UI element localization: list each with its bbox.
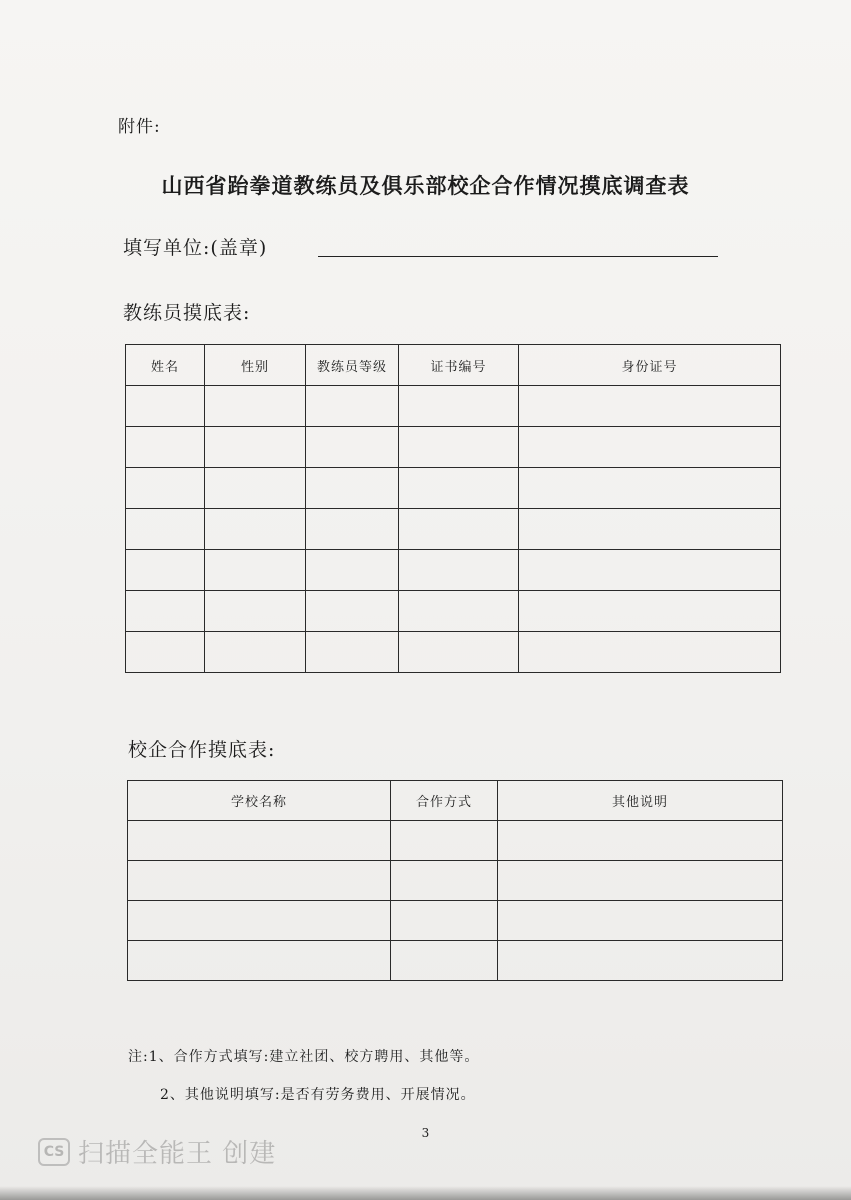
table-cell[interactable] [126,509,205,550]
table-cell[interactable] [128,821,391,861]
table-cell[interactable] [128,941,391,981]
table-cell[interactable] [399,386,519,427]
table-cell[interactable] [126,550,205,591]
table-cell[interactable] [205,386,306,427]
coach-section-label: 教练员摸底表: [123,302,251,324]
document-title: 山西省跆拳道教练员及俱乐部校企合作情况摸底调查表 [161,173,690,198]
coach-header-gender: 性别 [205,345,306,386]
table-cell[interactable] [128,861,391,901]
attachment-label: 附件: [118,117,161,137]
coop-table-row [128,941,783,981]
coop-header-coop-method: 合作方式 [391,781,498,821]
coach-table-row [126,509,781,550]
fill-unit-label: 填写单位:(盖章) [123,237,268,259]
coach-table [125,344,781,673]
coop-table-header-row [128,781,783,821]
table-cell[interactable] [205,509,306,550]
coop-table-row [128,861,783,901]
table-cell[interactable] [498,821,783,861]
coop-table-row [128,901,783,941]
note-line-1: 注:1、合作方式填写:建立社团、校方聘用、其他等。 [128,1049,480,1065]
coach-table-row [126,386,781,427]
coach-table-row [126,550,781,591]
table-cell[interactable] [519,468,781,509]
coach-header-id-number: 身份证号 [519,345,781,386]
table-cell[interactable] [519,632,781,673]
coop-header-other-notes: 其他说明 [498,781,783,821]
coach-table-header-row [126,345,781,386]
table-cell[interactable] [306,386,399,427]
coop-header-school-name: 学校名称 [128,781,391,821]
table-cell[interactable] [519,386,781,427]
coach-table-row [126,427,781,468]
table-cell[interactable] [519,509,781,550]
table-cell[interactable] [399,550,519,591]
table-cell[interactable] [519,427,781,468]
table-cell[interactable] [306,427,399,468]
table-cell[interactable] [126,468,205,509]
coach-header-cert-number: 证书编号 [399,345,519,386]
table-cell[interactable] [306,550,399,591]
table-cell[interactable] [399,427,519,468]
coach-header-level: 教练员等级 [306,345,399,386]
table-cell[interactable] [399,591,519,632]
table-cell[interactable] [306,468,399,509]
table-cell[interactable] [391,861,498,901]
fill-unit-blank-line [318,256,718,257]
coop-table-row [128,821,783,861]
table-cell[interactable] [205,427,306,468]
scan-bottom-shadow [0,1186,851,1200]
table-cell[interactable] [306,591,399,632]
table-cell[interactable] [498,901,783,941]
watermark-text: 扫描全能王 创建 [78,1139,277,1169]
table-cell[interactable] [399,468,519,509]
coop-section-label: 校企合作摸底表: [128,739,276,761]
coach-table-row [126,632,781,673]
table-cell[interactable] [126,591,205,632]
table-cell[interactable] [306,632,399,673]
table-cell[interactable] [399,509,519,550]
table-cell[interactable] [498,941,783,981]
table-cell[interactable] [519,591,781,632]
coop-table [127,780,783,981]
table-cell[interactable] [306,509,399,550]
camscanner-logo-icon: CS [38,1138,70,1166]
table-cell[interactable] [126,386,205,427]
note-line-2: 2、其他说明填写:是否有劳务费用、开展情况。 [160,1087,476,1103]
table-cell[interactable] [399,632,519,673]
camscanner-watermark [38,1133,276,1170]
coach-header-name: 姓名 [126,345,205,386]
table-cell[interactable] [391,821,498,861]
table-cell[interactable] [498,861,783,901]
table-cell[interactable] [205,591,306,632]
table-cell[interactable] [126,632,205,673]
table-cell[interactable] [391,901,498,941]
table-cell[interactable] [205,632,306,673]
table-cell[interactable] [391,941,498,981]
table-cell[interactable] [205,468,306,509]
page-number: 3 [421,1126,430,1140]
table-cell[interactable] [205,550,306,591]
table-cell[interactable] [519,550,781,591]
coach-table-row [126,468,781,509]
coach-table-row [126,591,781,632]
table-cell[interactable] [126,427,205,468]
table-cell[interactable] [128,901,391,941]
